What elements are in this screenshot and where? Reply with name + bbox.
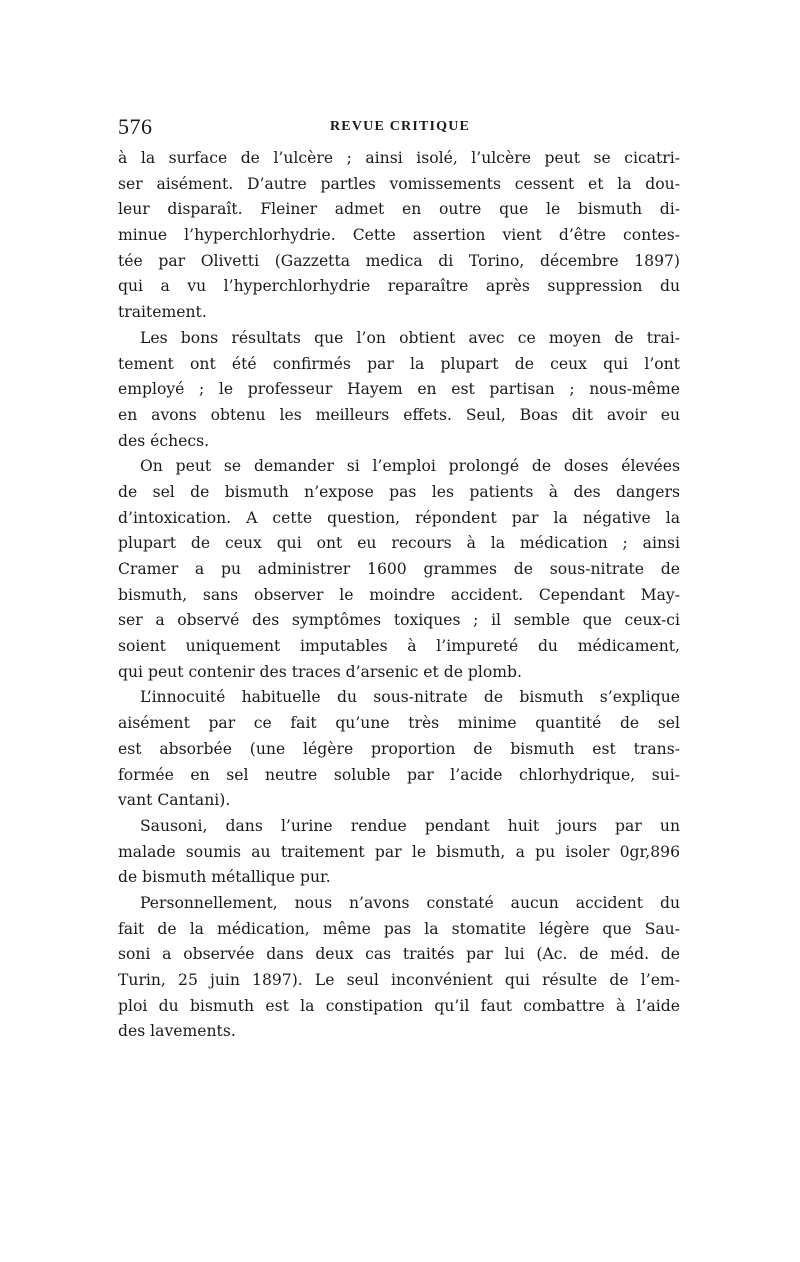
- text-line: formée en sel neutre soluble par l’acide chlorhydrique, sui-: [118, 765, 680, 784]
- page-number: 576: [118, 114, 153, 139]
- text-line: tement ont été confirmés par la plupart de ceux qui l’ont: [118, 354, 680, 373]
- text-line: ploi du bismuth est la constipation qu’il faut combattre à l’aide: [118, 996, 680, 1015]
- text-line: d’intoxication. A cette question, répondent par la négative la: [118, 508, 680, 527]
- running-title: REVUE CRITIQUE: [330, 119, 471, 134]
- text-line: en avons obtenu les meilleurs effets. Seul, Boas dit avoir eu: [118, 405, 680, 424]
- text-line: est absorbée (une légère proportion de bismuth est trans-: [118, 739, 680, 758]
- text-line: soni a observée dans deux cas traités par lui (Ac. de méd. de: [118, 945, 680, 964]
- text-line: ser aisément. D’autre partles vomissements cessent et la dou-: [118, 174, 680, 193]
- text-line: soient uniquement imputables à l’impureté du médicament,: [118, 637, 680, 656]
- text-line: employé ; le professeur Hayem en est partisan ; nous-même: [118, 380, 680, 399]
- text-line: Cramer a pu administrer 1600 grammes de sous-nitrate de: [118, 560, 680, 578]
- text-line: aisément par ce fait qu’une très minime quantité de sel: [118, 714, 680, 733]
- text-line: Les bons résultats que l’on obtient avec ce moyen de trai-: [140, 328, 680, 347]
- text-line: à la surface de l’ulcère ; ainsi isolé, l’ulcère peut se cicatri-: [118, 149, 680, 167]
- text-line: qui a vu l’hyperchlorhydrie reparaître après suppression du: [118, 277, 680, 296]
- text-line: de bismuth métallique pur.: [118, 868, 331, 887]
- text-line: qui peut contenir des traces d’arsenic et de plomb.: [118, 662, 522, 681]
- text-line: de sel de bismuth n’expose pas les patients à des dangers: [118, 482, 680, 501]
- text-line: des lavements.: [118, 1022, 236, 1041]
- text-line: tée par Olivetti (Gazzetta medica di Torino, décembre 1897): [118, 251, 680, 270]
- text-line: plupart de ceux qui ont eu recours à la médication ; ainsi: [118, 534, 680, 553]
- text-line: L’innocuité habituelle du sous-nitrate de bismuth s’explique: [140, 688, 680, 707]
- text-line: ser a observé des symptômes toxiques ; il semble que ceux-ci: [118, 611, 680, 630]
- text-line: des échecs.: [118, 431, 210, 450]
- text-line: bismuth, sans observer le moindre accident. Cependant May-: [118, 585, 680, 604]
- body-text: [118, 146, 680, 1045]
- text-line: malade soumis au traitement par le bismuth, a pu isoler 0gr,896: [118, 842, 680, 861]
- text-line: On peut se demander si l’emploi prolongé de doses élevées: [140, 457, 680, 476]
- text-line: traitement.: [118, 303, 207, 322]
- text-line: Personnellement, nous n’avons constaté aucun accident du: [140, 893, 680, 912]
- text-line: vant Cantani).: [118, 791, 231, 810]
- text-line: leur disparaît. Fleiner admet en outre que le bismuth di-: [118, 200, 680, 219]
- text-line: Turin, 25 juin 1897). Le seul inconvénient qui résulte de l’em-: [118, 971, 680, 989]
- text-line: minue l’hyperchlorhydrie. Cette assertion vient d’être contes-: [118, 226, 680, 245]
- text-line: Sausoni, dans l’urine rendue pendant huit jours par un: [140, 816, 680, 835]
- running-head: [118, 114, 680, 140]
- text-line: fait de la médication, même pas la stomatite légère que Sau-: [118, 919, 680, 938]
